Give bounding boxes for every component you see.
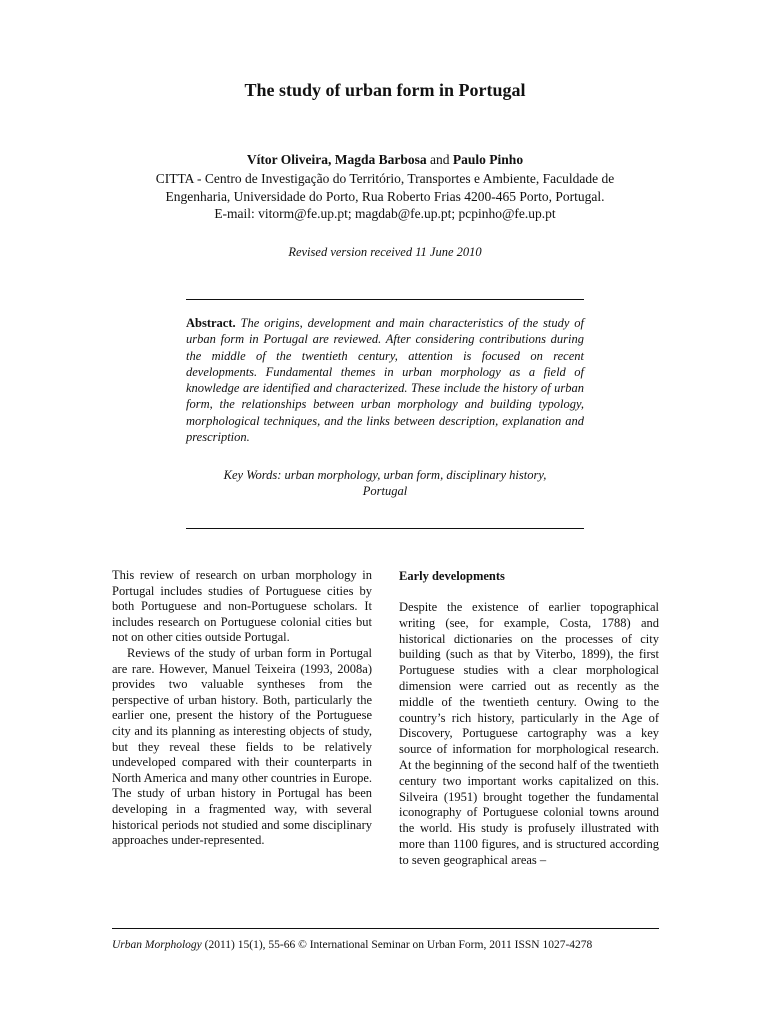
footer-rule (112, 928, 659, 929)
affiliation (100, 170, 670, 223)
abstract (186, 315, 584, 445)
keywords-line: Key Words: urban morphology, urban form, disciplinary history, (223, 468, 547, 482)
abstract-text: The origins, development and main characteristics of the study of urban form in Portugal are reviewed. After considering contributions during the middle of the twentieth century, attention is focused on recent developments. Fundamental themes in urban morphology as a field of knowledge are identified and characterized. These include the history of urban form, the relationships between urban morphology and building typology, morphological techniques, and the links between description, explanation and prescription. (186, 316, 584, 445)
body-paragraph: Despite the existence of earlier topographical writing (see, for example, Costa, 1788) and historical dictionaries on the processes of city building (such as that by Viterbo, 1899), the first Portuguese studies with a clear morphological dimension were carried out as recently as the middle of the twentieth century. Owing to the country’s rich history, particularly in the Age of Discovery, Portuguese cartography was a key source of information for morphological research. At the beginning of the second half of the twentieth century two important works capitalized on this. Silveira (1951) brought together the fundamental iconography of Portuguese colonial towns around the world. His study is profusely illustrated with more than 1100 figures, and is structured according to seven geographical areas – (399, 600, 659, 867)
section-heading: Early developments (399, 569, 505, 583)
abstract-bottom-rule (186, 528, 584, 529)
journal-name: Urban Morphology (112, 939, 202, 951)
revision-date: Revised version received 11 June 2010 (288, 245, 482, 259)
author-names: Vítor Oliveira, Magda Barbosa (246, 152, 427, 167)
abstract-label: Abstract. (186, 316, 236, 330)
abstract-top-rule (186, 299, 584, 300)
author-name-last: Paulo Pinho (452, 152, 524, 167)
authors-conjunction: and (430, 152, 450, 167)
affiliation-line: Engenharia, Universidade do Porto, Rua Roberto Frias 4200-465 Porto, Portugal. (165, 188, 605, 204)
keywords-line: Portugal (362, 484, 408, 498)
footer (112, 939, 659, 951)
body-paragraph: This review of research on urban morphology in Portugal includes studies of Portuguese cities by both Portuguese and non-Portuguese scholars. It includes research on Portuguese colonial cities but not on other cities outside Portugal. (112, 568, 372, 645)
email-line: E-mail: vitorm@fe.up.pt; magdab@fe.up.pt; pcpinho@fe.up.pt (214, 206, 556, 221)
journal-citation: (2011) 15(1), 55-66 © International Seminar on Urban Form, 2011 ISSN 1027-4278 (201, 939, 593, 951)
left-column (112, 568, 372, 849)
body-paragraph: Reviews of the study of urban form in Portugal are rare. However, Manuel Teixeira (1993, 2008a) provides two valuable syntheses from the perspective of urban history. Both, particularly the earlier one, present the history of the Portuguese city and its planning as interesting objects of study, but they reveal these fields to be relatively undeveloped compared with their counterparts in North America and many other countries in Europe. The study of urban history in Portugal has been developing in a fragmented way, with several historical periods not studied and some disciplinary approaches under-represented. (112, 645, 372, 848)
keywords (186, 467, 584, 499)
right-column (399, 600, 659, 869)
affiliation-line: CITTA - Centro de Investigação do Território, Transportes e Ambiente, Faculdade de (155, 171, 615, 186)
authors-line (0, 152, 770, 168)
paper-title: The study of urban form in Portugal (244, 80, 526, 100)
